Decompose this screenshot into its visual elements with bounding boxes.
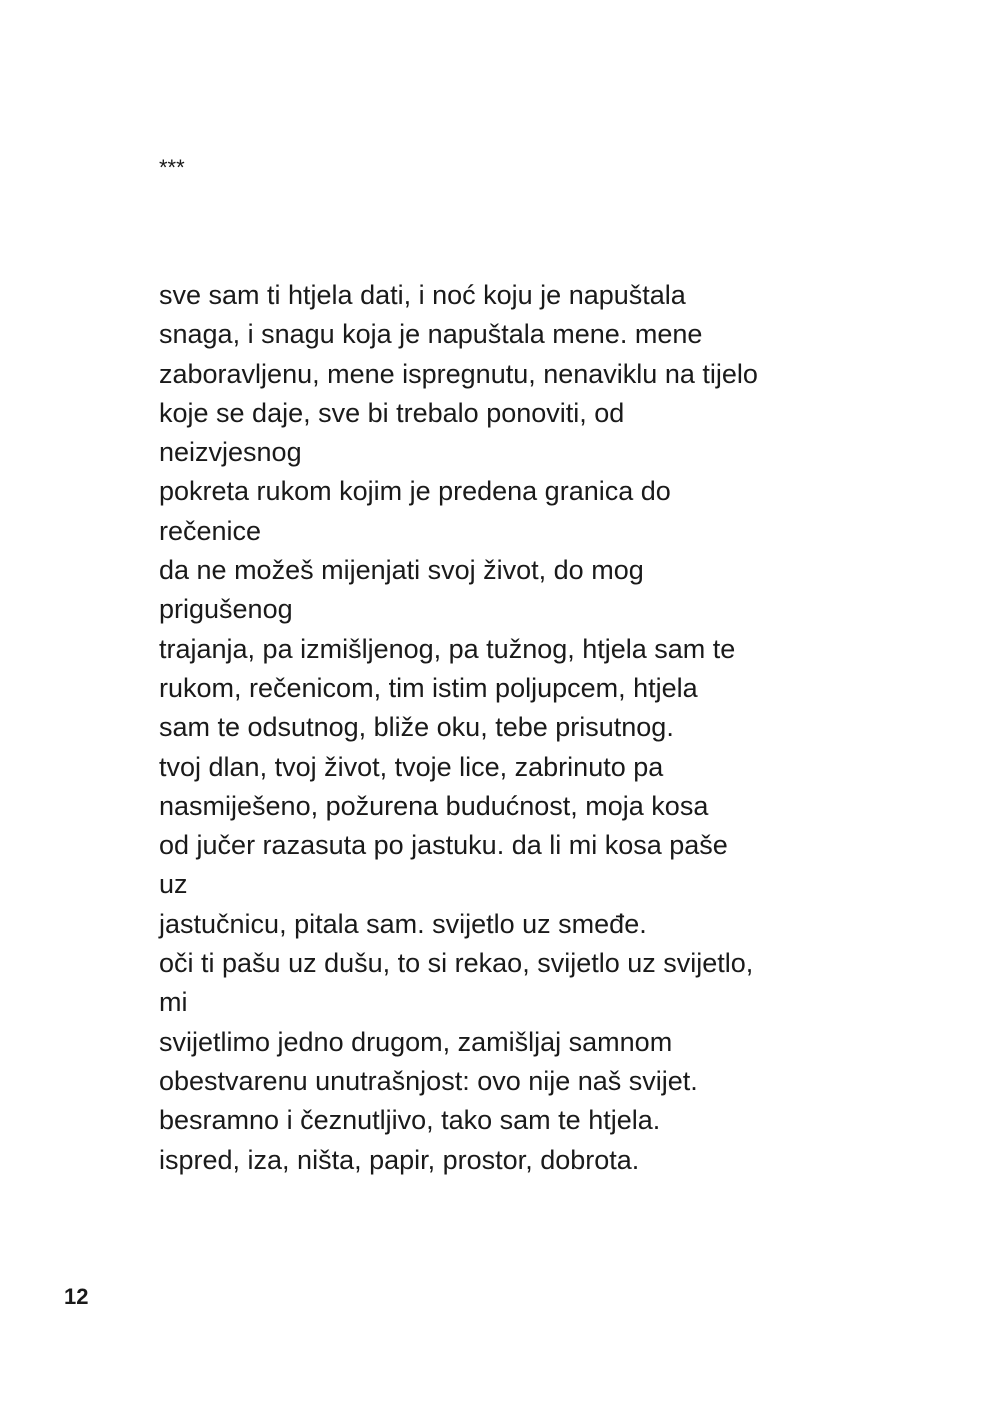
page-number: 12 xyxy=(64,1284,89,1309)
poem-line: snaga, i snagu koja je napuštala mene. mene xyxy=(159,319,703,350)
poem-line: besramno i čeznutljivo, tako sam te htjela. xyxy=(159,1105,661,1136)
poem-line: neizvjesnog xyxy=(159,437,302,468)
poem-line: svijetlimo jedno drugom, zamišljaj samnom xyxy=(159,1026,673,1057)
poem-line: prigušenog xyxy=(159,594,293,625)
poem-line: uz xyxy=(159,869,188,900)
poem-line: obestvarenu unutrašnjost: ovo nije naš svijet. xyxy=(159,1065,698,1096)
poem-line: jastučnicu, pitala sam. svijetlo uz smeđe. xyxy=(159,908,647,939)
poem-line: da ne možeš mijenjati svoj život, do mog xyxy=(159,555,644,586)
poem-line: zaboravljenu, mene ispregnutu, nenaviklu na tijelo xyxy=(159,358,758,389)
poem-line: od jučer razasuta po jastuku. da li mi kosa paše xyxy=(159,830,728,861)
poem-line: ispred, iza, ništa, papir, prostor, dobrota. xyxy=(159,1144,640,1175)
poem-line: nasmiješeno, požurena budućnost, moja kosa xyxy=(159,790,709,821)
poem-line: trajanja, pa izmišljenog, pa tužnog, htjela sam te xyxy=(159,633,736,664)
poem-line: sve sam ti htjela dati, i noć koju je napuštala xyxy=(159,280,686,310)
poem-line: mi xyxy=(159,987,188,1018)
poem-line: rečenice xyxy=(159,515,262,546)
poem-line: sam te odsutnog, bliže oku, tebe prisutnog. xyxy=(159,712,674,743)
poem-line: tvoj dlan, tvoj život, tvoje lice, zabrinuto pa xyxy=(159,751,664,782)
poem-line: rukom, rečenicom, tim istim poljupcem, htjela xyxy=(159,672,698,703)
poem-line: oči ti pašu uz dušu, to si rekao, svijetlo uz svijetlo, xyxy=(159,948,754,979)
poem-text xyxy=(159,276,859,1180)
section-marker: *** xyxy=(159,155,185,180)
poem-line: pokreta rukom kojim je predena granica do xyxy=(159,476,671,507)
poem-line: koje se daje, sve bi trebalo ponoviti, od xyxy=(159,397,625,428)
